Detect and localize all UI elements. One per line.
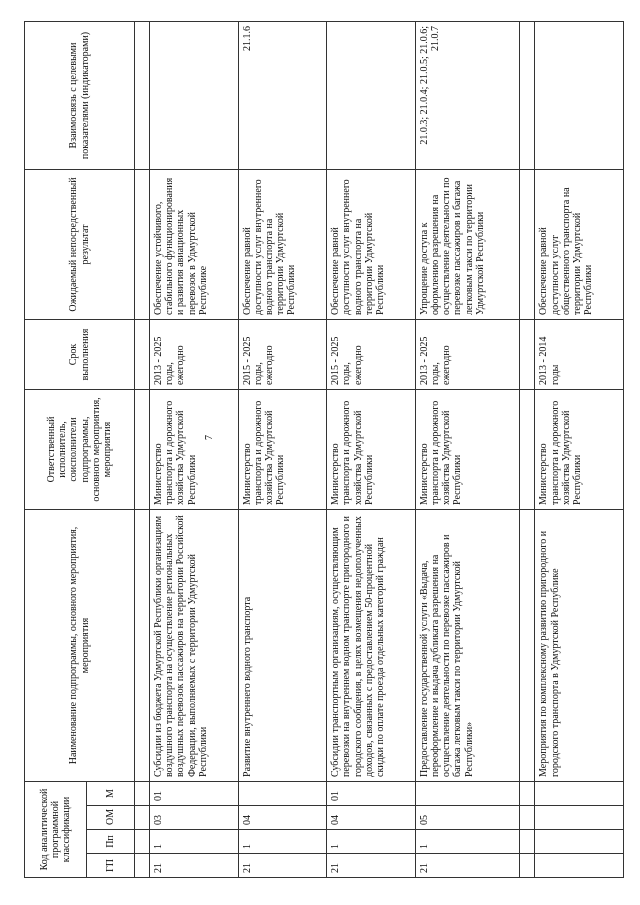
cell-gp: 21 [238, 854, 327, 878]
cell-om: 04 [238, 806, 327, 830]
header-code-group: Код аналитической программной классификации [25, 781, 87, 877]
cell-name: Предоставление государственной услуги «Выдача, переоформление и выдача дубликата разрешения на осуществление деятельности по перевозке пассажиров и багажа легковым такси по территории Удмуртской Республики» [415, 509, 519, 781]
cell-m [238, 781, 327, 805]
cell-gp [535, 854, 624, 878]
cell-result: Упрощение доступа к оформлению разрешения на осуществление деятельности по перевозке пассажиров и багажа легковым такси по территории Удмуртской Республики [415, 169, 519, 319]
cell-result: Обеспечение равной доступности услуг внутреннего водного транспорта на территории Удмуртской Республики [238, 169, 327, 319]
cell-m: 01 [150, 781, 239, 805]
cell-result: Обеспечение устойчивого, стабильного функционирования и развития авиационных перевозок в Удмуртской Республике [150, 169, 239, 319]
program-measures-table [24, 21, 624, 878]
header-result: Ожидаемый непосредственный результат [25, 169, 135, 319]
table-row [150, 21, 239, 877]
cell-executor: Министерство транспорта и дорожного хозяйства Удмуртской Республики [535, 389, 624, 509]
header-m: М [87, 781, 135, 805]
page-number: 7 [204, 435, 215, 440]
cell-pp: 1 [327, 830, 416, 854]
cell-result: Обеспечение равной доступности услуг внутреннего водного транспорта на территории Удмуртской Республики [327, 169, 416, 319]
table-spacer-row [135, 21, 150, 877]
header-term: Срок выполнения [25, 319, 135, 389]
cell-executor: Министерство транспорта и дорожного хозяйства Удмуртской Республики [150, 389, 239, 509]
cell-link [327, 21, 416, 169]
cell-om [535, 806, 624, 830]
cell-m [415, 781, 519, 805]
cell-pp: 1 [150, 830, 239, 854]
table-row [535, 21, 624, 877]
cell-m [535, 781, 624, 805]
cell-link: 21.1.6 [238, 21, 327, 169]
cell-name: Мероприятия по комплексному развитию пригородного и городского транспорта в Удмуртской Республике [535, 509, 624, 781]
header-pp: Пп [87, 830, 135, 854]
cell-name: Субсидии из бюджета Удмуртской Республики организациям воздушного транспорта на осуществление региональных воздушных перевозок пассажиров на территории Российской Федерации, выполняемых с территории Удмуртской Республики [150, 509, 239, 781]
cell-term: 2013 - 2014 годы [535, 319, 624, 389]
cell-name: Развитие внутреннего водного транспорта [238, 509, 327, 781]
cell-term: 2015 - 2025 годы, ежегодно [327, 319, 416, 389]
cell-result: Обеспечение равной доступности услуг общественного транспорта на территории Удмуртской Республики [535, 169, 624, 319]
header-row-group [25, 21, 87, 877]
cell-term: 2013 - 2025 годы, ежегодно [150, 319, 239, 389]
table-row [238, 21, 327, 877]
cell-m: 01 [327, 781, 416, 805]
cell-name: Субсидии транспортным организациям, осуществляющим перевозки на внутреннем водном транспорте пригородного и городского сообщения, в целях возмещения недополученных доходов, связанных с предоставлением 50-процентной скидки по оплате проезда отдельных категорий граждан [327, 509, 416, 781]
cell-link: 21.0.3; 21.0.4; 21.0.5; 21.0.6; 21.0.7 [415, 21, 519, 169]
cell-executor: Министерство транспорта и дорожного хозяйства Удмуртской Республики [327, 389, 416, 509]
cell-om: 05 [415, 806, 519, 830]
cell-pp: 1 [238, 830, 327, 854]
cell-pp: 1 [415, 830, 519, 854]
header-executor: Ответственный исполнитель, соисполнители подпрограммы, основного мероприятия, мероприятия [25, 389, 135, 509]
header-link: Взаимосвязь с целевыми показателями (индикаторами) [25, 21, 135, 169]
cell-gp: 21 [150, 854, 239, 878]
cell-executor: Министерство транспорта и дорожного хозяйства Удмуртской Республики [238, 389, 327, 509]
cell-executor: Министерство транспорта и дорожного хозяйства Удмуртской Республики [415, 389, 519, 509]
header-om: ОМ [87, 806, 135, 830]
cell-term: 2015 - 2025 годы, ежегодно [238, 319, 327, 389]
rotated-table-container [24, 22, 624, 878]
cell-om: 03 [150, 806, 239, 830]
table-spacer-row [520, 21, 535, 877]
cell-gp: 21 [327, 854, 416, 878]
cell-gp: 21 [415, 854, 519, 878]
table-row [327, 21, 416, 877]
header-name: Наименование подпрограммы, основного мероприятия, мероприятия [25, 509, 135, 781]
cell-om: 04 [327, 806, 416, 830]
cell-link [535, 21, 624, 169]
cell-term: 2013 - 2025 годы, ежегодно [415, 319, 519, 389]
header-gp: ГП [87, 854, 135, 878]
table-row [415, 21, 519, 877]
cell-link [150, 21, 239, 169]
cell-pp [535, 830, 624, 854]
